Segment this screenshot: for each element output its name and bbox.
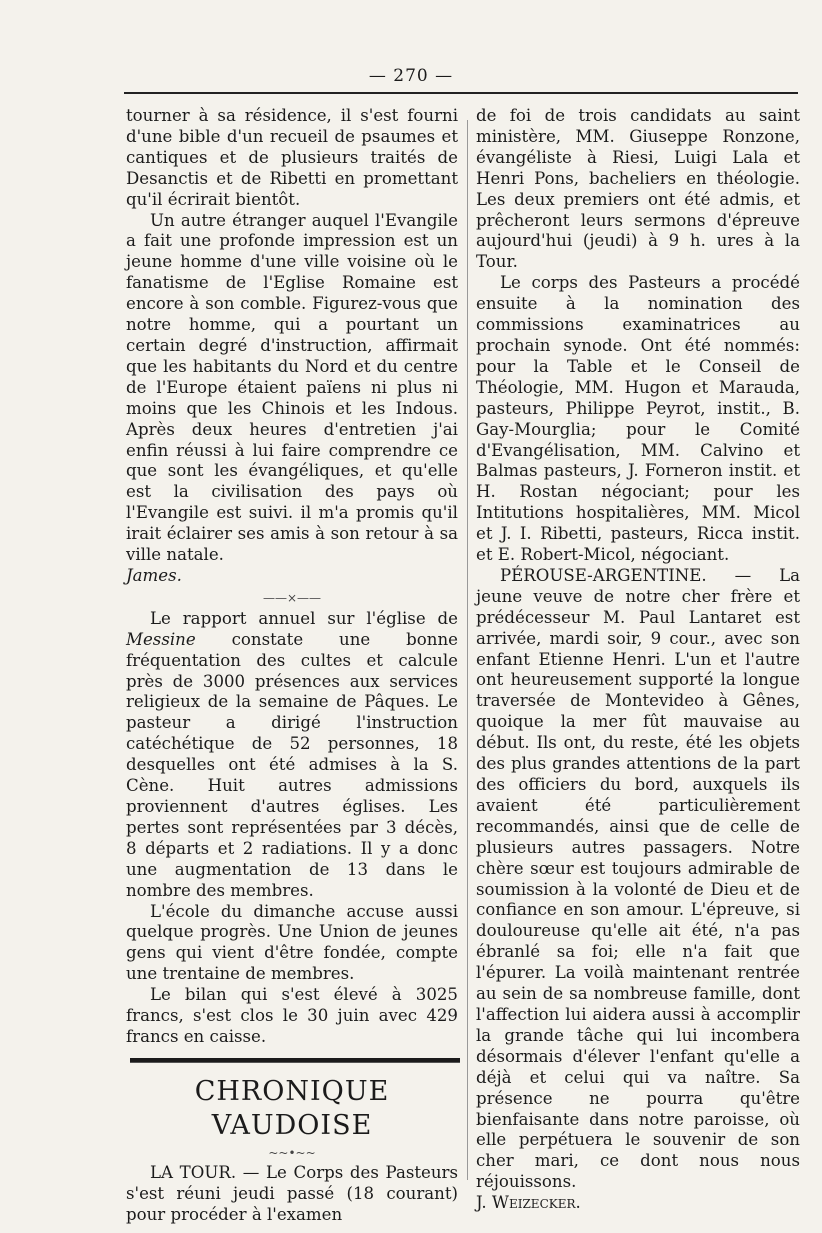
column-divider [467, 120, 468, 1180]
left-paragraph-2: Un autre étranger auquel l'Evangile a fait une profonde impression est un jeune homme d'une ville voisine où le fanatisme de l'Eglise Romaine est encore à son comble. Figurez-vous que notre homme, qui a pourtant un certain degré d'instruction, affirmait que les habitants du Nord et du centre de l'Europe étaient païens ni plus ni moins que les Chinois et les Indous. Après deux heures d'entretien j'ai enfin réussi à lui faire comprendre ce que sont les évangéliques, et qu'elle est la civilisation des pays où l'Evangile est suivi. il m'a promis qu'il irait éclairer ses amis à son retour à sa ville natale. [126, 210, 458, 565]
page-number: — 270 — [368, 66, 454, 86]
right-paragraph-1: de foi de trois candidats au saint ministère, MM. Giuseppe Ronzone, évangéliste à Riesi, Luigi Lala et Henri Pons, bacheliers en théologie. Les deux premiers ont été admis, et prêcheront leurs sermons d'épreuve aujourd'hui (jeudi) à 9 h. ures à la Tour. [476, 106, 800, 272]
left-paragraph-1: tourner à sa résidence, il s'est fourni d'une bible d'un recueil de psaumes et cantiques et de plusieurs traités de Desanctis et de Ribetti en promettant qu'il écrirait bientôt. [126, 106, 458, 209]
star-divider: ——×—— [262, 590, 322, 605]
left-paragraph-5: Le bilan qui s'est élevé à 3025 francs, s'est clos le 30 juin avec 429 francs en caisse. [126, 985, 458, 1046]
signature-weizecker: J. Weizecker. [476, 1193, 581, 1213]
header-rule [124, 92, 798, 94]
right-paragraph-3 [476, 566, 800, 1193]
la-tour-lead: LA TOUR. [150, 1162, 237, 1182]
para3-before: Le rapport annuel sur l'église de [150, 608, 458, 628]
para3-italic: Messine [126, 629, 196, 649]
section-title: CHRONIQUE VAUDOISE [194, 1075, 390, 1141]
right-column [476, 106, 800, 1214]
la-tour-text: — Le Corps des Pasteurs s'est réuni jeudi passé (18 courant) pour procéder à l'examen [126, 1162, 458, 1224]
right-paragraph-2: Le corps des Pasteurs a procédé ensuite à la nomination des commissions examinatrices au prochain synode. Ont été nommés: pour la Table et le Conseil de Théologie, MM. Hugon et Marauda, pasteurs, Philippe Peyrot, instit., B. Gay-Mourglia; pour le Comité d'Evangélisation, MM. Calvino et Balmas pasteurs, J. Forneron instit. et H. Rostan négociant; pour les Intitutions hospitalières, MM. Micol et J. I. Ribetti, pasteurs, Ricca instit. et E. Robert-Micol, négociant. [476, 273, 800, 565]
perouse-lead: PÉROUSE-ARGENTINE. [500, 565, 707, 585]
section-rule [130, 1058, 460, 1063]
ornament: ~~•~~ [268, 1145, 316, 1160]
left-column [126, 106, 458, 1226]
left-paragraph-6 [126, 1163, 458, 1226]
left-paragraph-4: L'école du dimanche accuse aussi quelque progrès. Une Union de jeunes gens qui vient d'être fondée, compte une trentaine de membres. [126, 901, 458, 984]
left-paragraph-3 [126, 609, 458, 902]
para3-after: constate une bonne fréquentation des cultes et calcule près de 3000 présences aux services religieux de la semaine de Pâques. Le pasteur a dirigé l'instruction catéchétique de 52 personnes, 18 desquelles ont été admises à la S. Cène. Huit autres admissions proviennent d'autres églises. Les pertes sont représentées par 3 décès, 8 départs et 2 radiations. Il y a donc une augmentation de 13 dans le nombre des membres. [126, 629, 458, 900]
perouse-text: — La jeune veuve de notre cher frère et prédécesseur M. Paul Lantaret est arrivée, mardi soir, 9 cour., avec son enfant Etienne Henri. L'un et l'autre ont heureusement supporté la longue traversée de Montevideo à Gênes, quoique la mer fût mauvaise au début. Ils ont, du reste, été les objets des plus grandes attentions de la part des officiers du bord, auxquels ils avaient été particulièrement recommandés, ainsi que de celle de plusieurs autres passagers. Notre chère sœur est toujours admirable de soumission à la volonté de Dieu et de confiance en son amour. L'épreuve, si douloureuse qu'elle ait été, n'a pas ébranlé sa foi; elle n'a fait que l'épurer. La voilà maintenant rentrée au sein de sa nombreuse famille, dont l'affection lui aidera aussi à accomplir la grande tâche qui lui incombera désormais d'élever l'enfant qu'elle a déjà et celui qui va naître. Sa présence ne pourra qu'être bienfaisante dans notre paroisse, où elle perpétuera le souvenir de son cher mari, ce dont nous nous réjouissons. [476, 565, 800, 1192]
signature-james: James. [126, 565, 182, 585]
